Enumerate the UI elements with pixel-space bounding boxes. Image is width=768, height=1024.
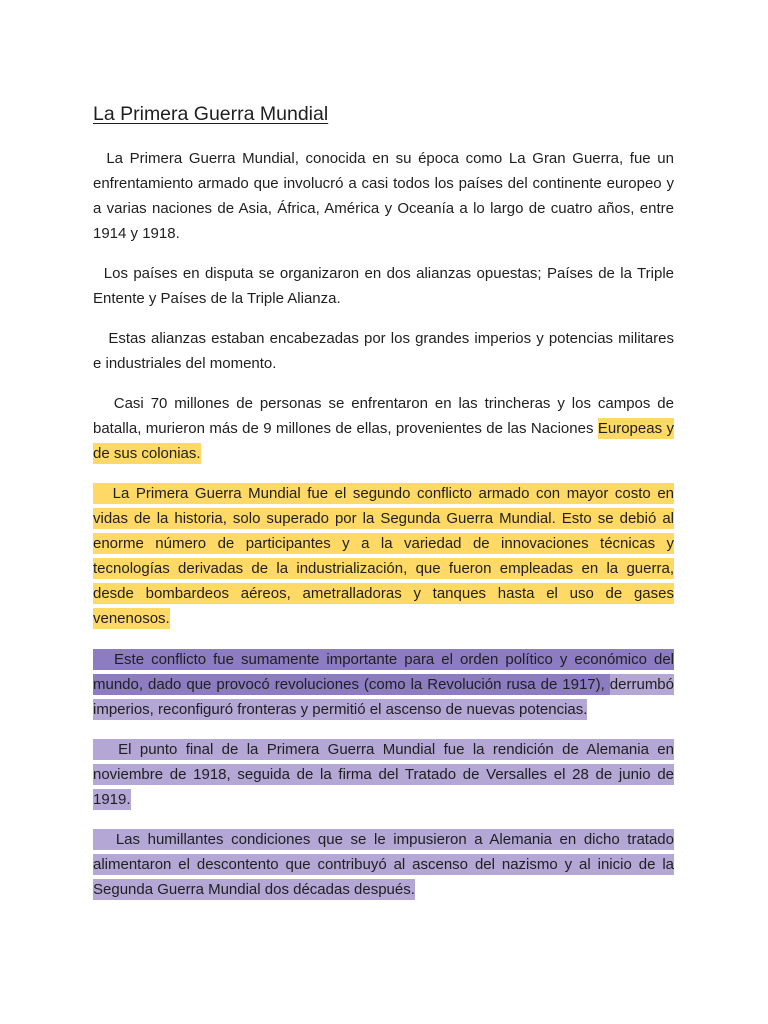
paragraph-8-highlight: Las humillantes condiciones que se le impusieron a Alemania en dicho tratado alimentaron el descontento que contribuyó al ascenso del nazismo y al inicio de la Segunda Guerra Mundial dos décadas después. xyxy=(93,831,674,898)
paragraph-1-text: La Primera Guerra Mundial, conocida en su época como La Gran Guerra, fue un enfrentamiento armado que involucró a casi todos los países del continente europeo y a varias naciones de Asia, África, América y Oceanía a lo largo de cuatro años, entre 1914 y 1918. xyxy=(93,150,674,242)
paragraph-7-highlight: El punto final de la Primera Guerra Mundial fue la rendición de Alemania en noviembre de 1918, seguida de la firma del Tratado de Versalles el 28 de junio de 1919. xyxy=(93,741,674,808)
paragraph-3-text: Estas alianzas estaban encabezadas por los grandes imperios y potencias militares e industriales del momento. xyxy=(93,330,674,372)
paragraph-7 xyxy=(93,737,674,812)
paragraph-4 xyxy=(93,391,674,466)
paragraph-5-highlight: La Primera Guerra Mundial fue el segundo conflicto armado con mayor costo en vidas de la historia, solo superado por la Segunda Guerra Mundial. Esto se debió al enorme número de participantes y a la variedad de innovaciones técnicas y tecnologías derivadas de la industrialización, que fueron empleadas en la guerra, desde bombardeos aéreos, ametralladoras y tanques hasta el uso de gases venenosos. xyxy=(93,485,674,627)
paragraph-5 xyxy=(93,481,674,631)
document-title: La Primera Guerra Mundial xyxy=(93,103,329,125)
paragraph-2 xyxy=(93,261,674,311)
paragraph-6 xyxy=(93,647,674,722)
paragraph-8 xyxy=(93,827,674,902)
paragraph-4-text: Casi 70 millones de personas se enfrentaron en las trincheras y los campos de batalla, murieron más de 9 millones de ellas, provenientes de las Naciones xyxy=(93,395,674,437)
paragraph-4-highlight: Europeas y de sus colonias. xyxy=(93,420,674,462)
paragraph-3 xyxy=(93,326,674,376)
paragraph-1 xyxy=(93,146,674,246)
paragraph-2-text: Los países en disputa se organizaron en dos alianzas opuestas; Países de la Triple Entente y Países de la Triple Alianza. xyxy=(93,265,674,307)
paragraph-6-highlight-dark: Este conflicto fue sumamente importante para el orden político y económico del mundo, dado que provocó revoluciones (como la Revolución rusa de 1917), xyxy=(93,651,674,693)
paragraph-6-highlight-light: derrumbó imperios, reconfiguró fronteras y permitió el ascenso de nuevas potencias. xyxy=(93,676,674,718)
